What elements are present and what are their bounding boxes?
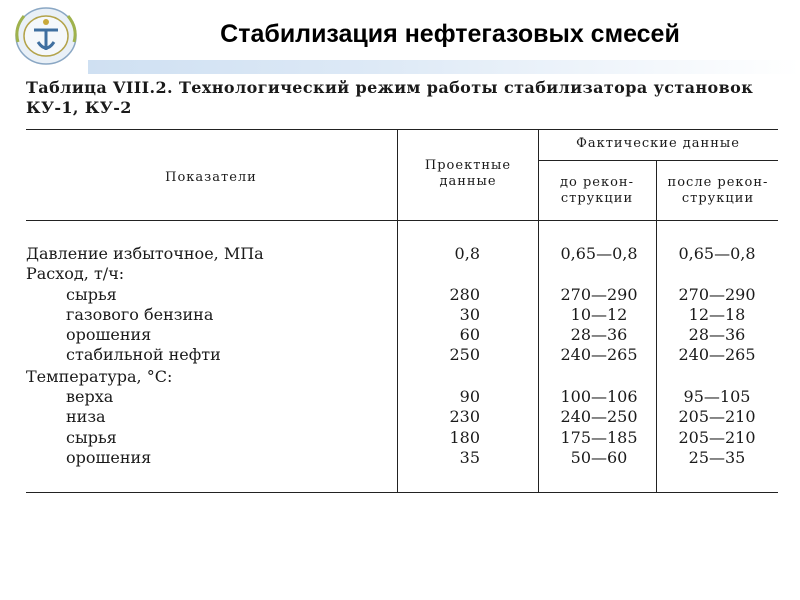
after-value: 95—105 <box>683 387 751 406</box>
before-value: 10—12 <box>570 305 628 324</box>
header-actual: Фактические данные <box>576 136 740 151</box>
table-row <box>22 448 782 468</box>
table-caption-line-2: КУ-1, КУ-2 <box>26 98 132 117</box>
row-label: орошения <box>66 325 152 344</box>
table-row <box>22 264 782 284</box>
before-value: 28—36 <box>570 325 628 344</box>
row-label: сырья <box>66 428 117 447</box>
row-label: орошения <box>66 448 152 467</box>
design-value: 250 <box>449 345 480 364</box>
before-value: 270—290 <box>560 285 638 304</box>
design-value: 30 <box>459 305 480 324</box>
table-row <box>22 285 782 305</box>
table-row <box>22 244 782 264</box>
table-row <box>22 387 782 407</box>
header-bottom-rule <box>26 220 778 221</box>
header-indicators: Показатели <box>165 170 257 185</box>
table-bottom-rule <box>26 492 778 493</box>
table-row <box>22 305 782 325</box>
design-value: 180 <box>449 428 480 447</box>
header-design: Проектные данные <box>424 158 512 189</box>
design-value: 60 <box>459 325 480 344</box>
before-value: 240—250 <box>560 407 638 426</box>
before-value: 175—185 <box>560 428 638 447</box>
row-label: газового бензина <box>66 305 214 324</box>
row-label: Давление избыточное, МПа <box>26 244 264 263</box>
title-underline-bar <box>88 60 800 74</box>
header-after: после рекон- струкции <box>667 175 769 206</box>
after-value: 205—210 <box>678 428 756 447</box>
scanned-table <box>22 76 782 496</box>
row-label: низа <box>66 407 106 426</box>
table-row <box>22 325 782 345</box>
row-label: сырья <box>66 285 117 304</box>
header-before: до рекон- струкции <box>560 175 634 206</box>
actual-data-subrule <box>538 160 778 161</box>
before-value: 50—60 <box>570 448 628 467</box>
slide-title: Стабилизация нефтегазовых смесей <box>220 20 680 48</box>
table-caption-line-1: Таблица VIII.2. Технологический режим работы стабилизатора установок <box>26 78 754 97</box>
before-value: 0,65—0,8 <box>560 244 638 263</box>
table-row <box>22 428 782 448</box>
table-row <box>22 407 782 427</box>
after-value: 25—35 <box>688 448 746 467</box>
table-row <box>22 367 782 387</box>
row-label: верха <box>66 387 114 406</box>
after-value: 12—18 <box>688 305 746 324</box>
design-value: 0,8 <box>454 244 480 263</box>
design-value: 90 <box>459 387 480 406</box>
university-logo <box>4 2 88 68</box>
after-value: 28—36 <box>688 325 746 344</box>
row-label: Расход, т/ч: <box>26 264 125 283</box>
after-value: 240—265 <box>678 345 756 364</box>
table-top-rule <box>26 129 778 130</box>
after-value: 270—290 <box>678 285 756 304</box>
before-value: 240—265 <box>560 345 638 364</box>
design-value: 35 <box>459 448 480 467</box>
table-row <box>22 345 782 365</box>
row-label: Температура, °С: <box>26 367 173 386</box>
after-value: 205—210 <box>678 407 756 426</box>
design-value: 230 <box>449 407 480 426</box>
design-value: 280 <box>449 285 480 304</box>
after-value: 0,65—0,8 <box>678 244 756 263</box>
before-value: 100—106 <box>560 387 638 406</box>
row-label: стабильной нефти <box>66 345 221 364</box>
